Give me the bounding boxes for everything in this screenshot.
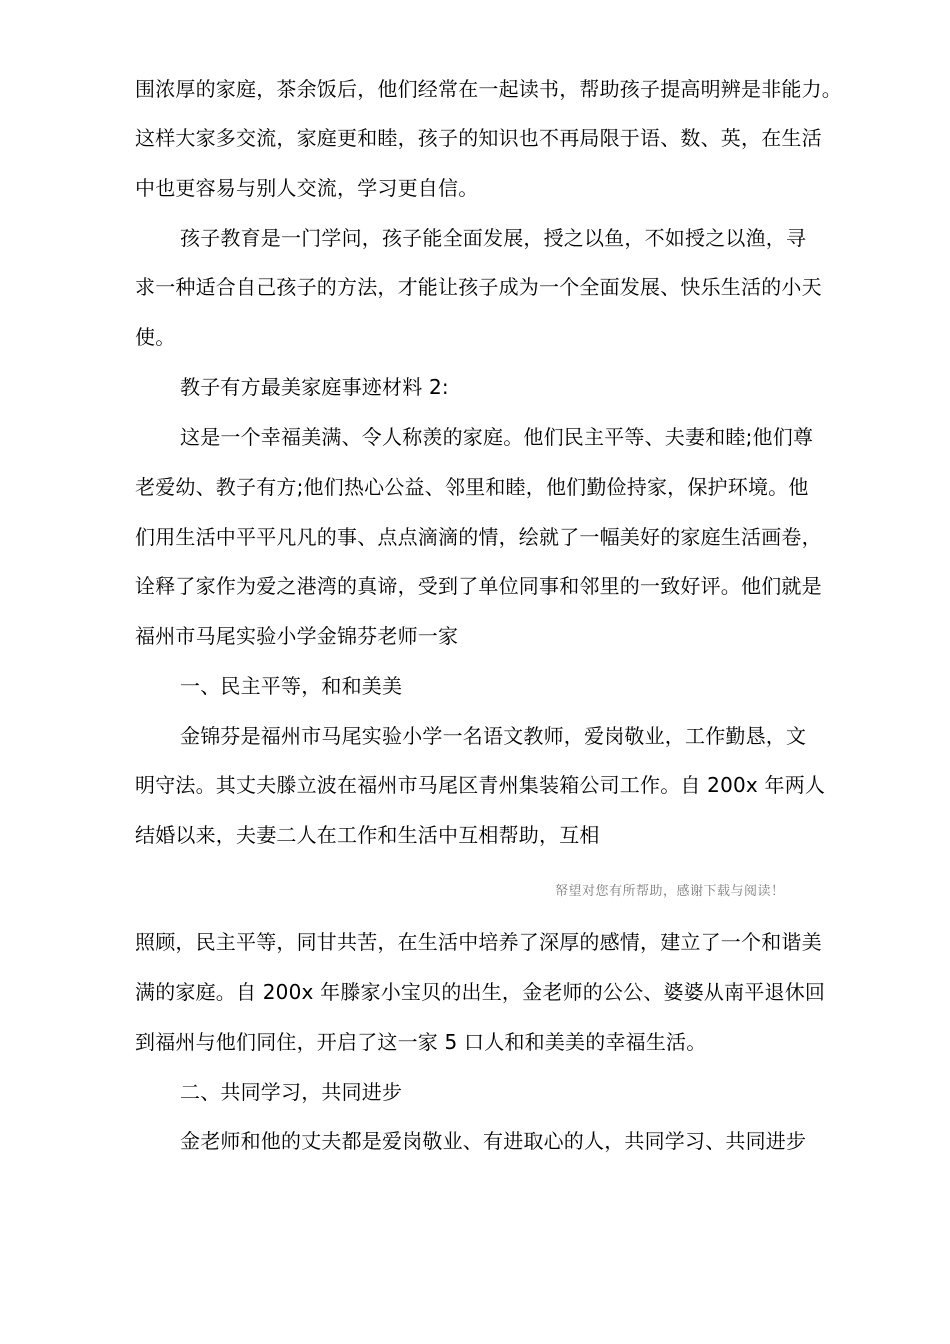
paragraph-line: 这样大家多交流，家庭更和睦，孩子的知识也不再局限于语、数、英，在生活 — [135, 126, 822, 150]
paragraph-line: 使。 — [135, 325, 176, 349]
paragraph-line: 满的家庭。自 200x 年滕家小宝贝的出生，金老师的公公、婆婆从南平退休回 — [135, 980, 826, 1004]
paragraph-line: 围浓厚的家庭，茶余饭后，他们经常在一起读书，帮助孩子提高明辨是非能力。 — [135, 77, 842, 101]
paragraph-line: 孩子教育是一门学问，孩子能全面发展，授之以鱼，不如授之以渔，寻 — [180, 226, 807, 250]
paragraph-line: 照顾，民主平等，同甘共苦，在生活中培养了深厚的感情，建立了一个和谐美 — [135, 930, 822, 954]
paragraph-line: 到福州与他们同住，开启了这一家 5 口人和和美美的幸福生活。 — [135, 1030, 707, 1054]
paragraph-line: 老爱幼、教子有方;他们热心公益、邻里和睦，他们勤俭持家，保护环境。他 — [135, 475, 809, 499]
section-heading: 二、共同学习，共同进步 — [180, 1080, 403, 1104]
paragraph-line: 金老师和他的丈夫都是爱岗敬业、有进取心的人，共同学习、共同进步 — [180, 1129, 807, 1153]
paragraph-line: 中也更容易与别人交流，学习更自信。 — [135, 176, 479, 200]
paragraph-line: 结婚以来，夫妻二人在工作和生活中互相帮助，互相 — [135, 823, 600, 847]
paragraph-line: 明守法。其丈夫滕立波在福州市马尾区青州集装箱公司工作。自 200x 年两人 — [135, 773, 826, 797]
paragraph-line: 这是一个幸福美满、令人称羡的家庭。他们民主平等、夫妻和睦;他们尊 — [180, 425, 814, 449]
page-footer-note: 帑望对您有所帮助，感谢下载与阅读！ — [555, 884, 785, 899]
paragraph-line: 福州市马尾实验小学金锦芬老师一家 — [135, 624, 459, 648]
paragraph-line: 金锦芬是福州市马尾实验小学一名语文教师，爱岗敬业，工作勤恳，文 — [180, 724, 807, 748]
paragraph-line: 们用生活中平平凡凡的事、点点滴滴的情，绘就了一幅美好的家庭生活画卷， — [135, 525, 822, 549]
section-heading: 教子有方最美家庭事迹材料 2: — [180, 375, 449, 399]
paragraph-line: 求一种适合自己孩子的方法，才能让孩子成为一个全面发展、快乐生活的小天 — [135, 275, 822, 299]
paragraph-line: 诠释了家作为爱之港湾的真谛，受到了单位同事和邻里的一致好评。他们就是 — [135, 574, 822, 598]
section-heading: 一、民主平等，和和美美 — [180, 674, 403, 698]
